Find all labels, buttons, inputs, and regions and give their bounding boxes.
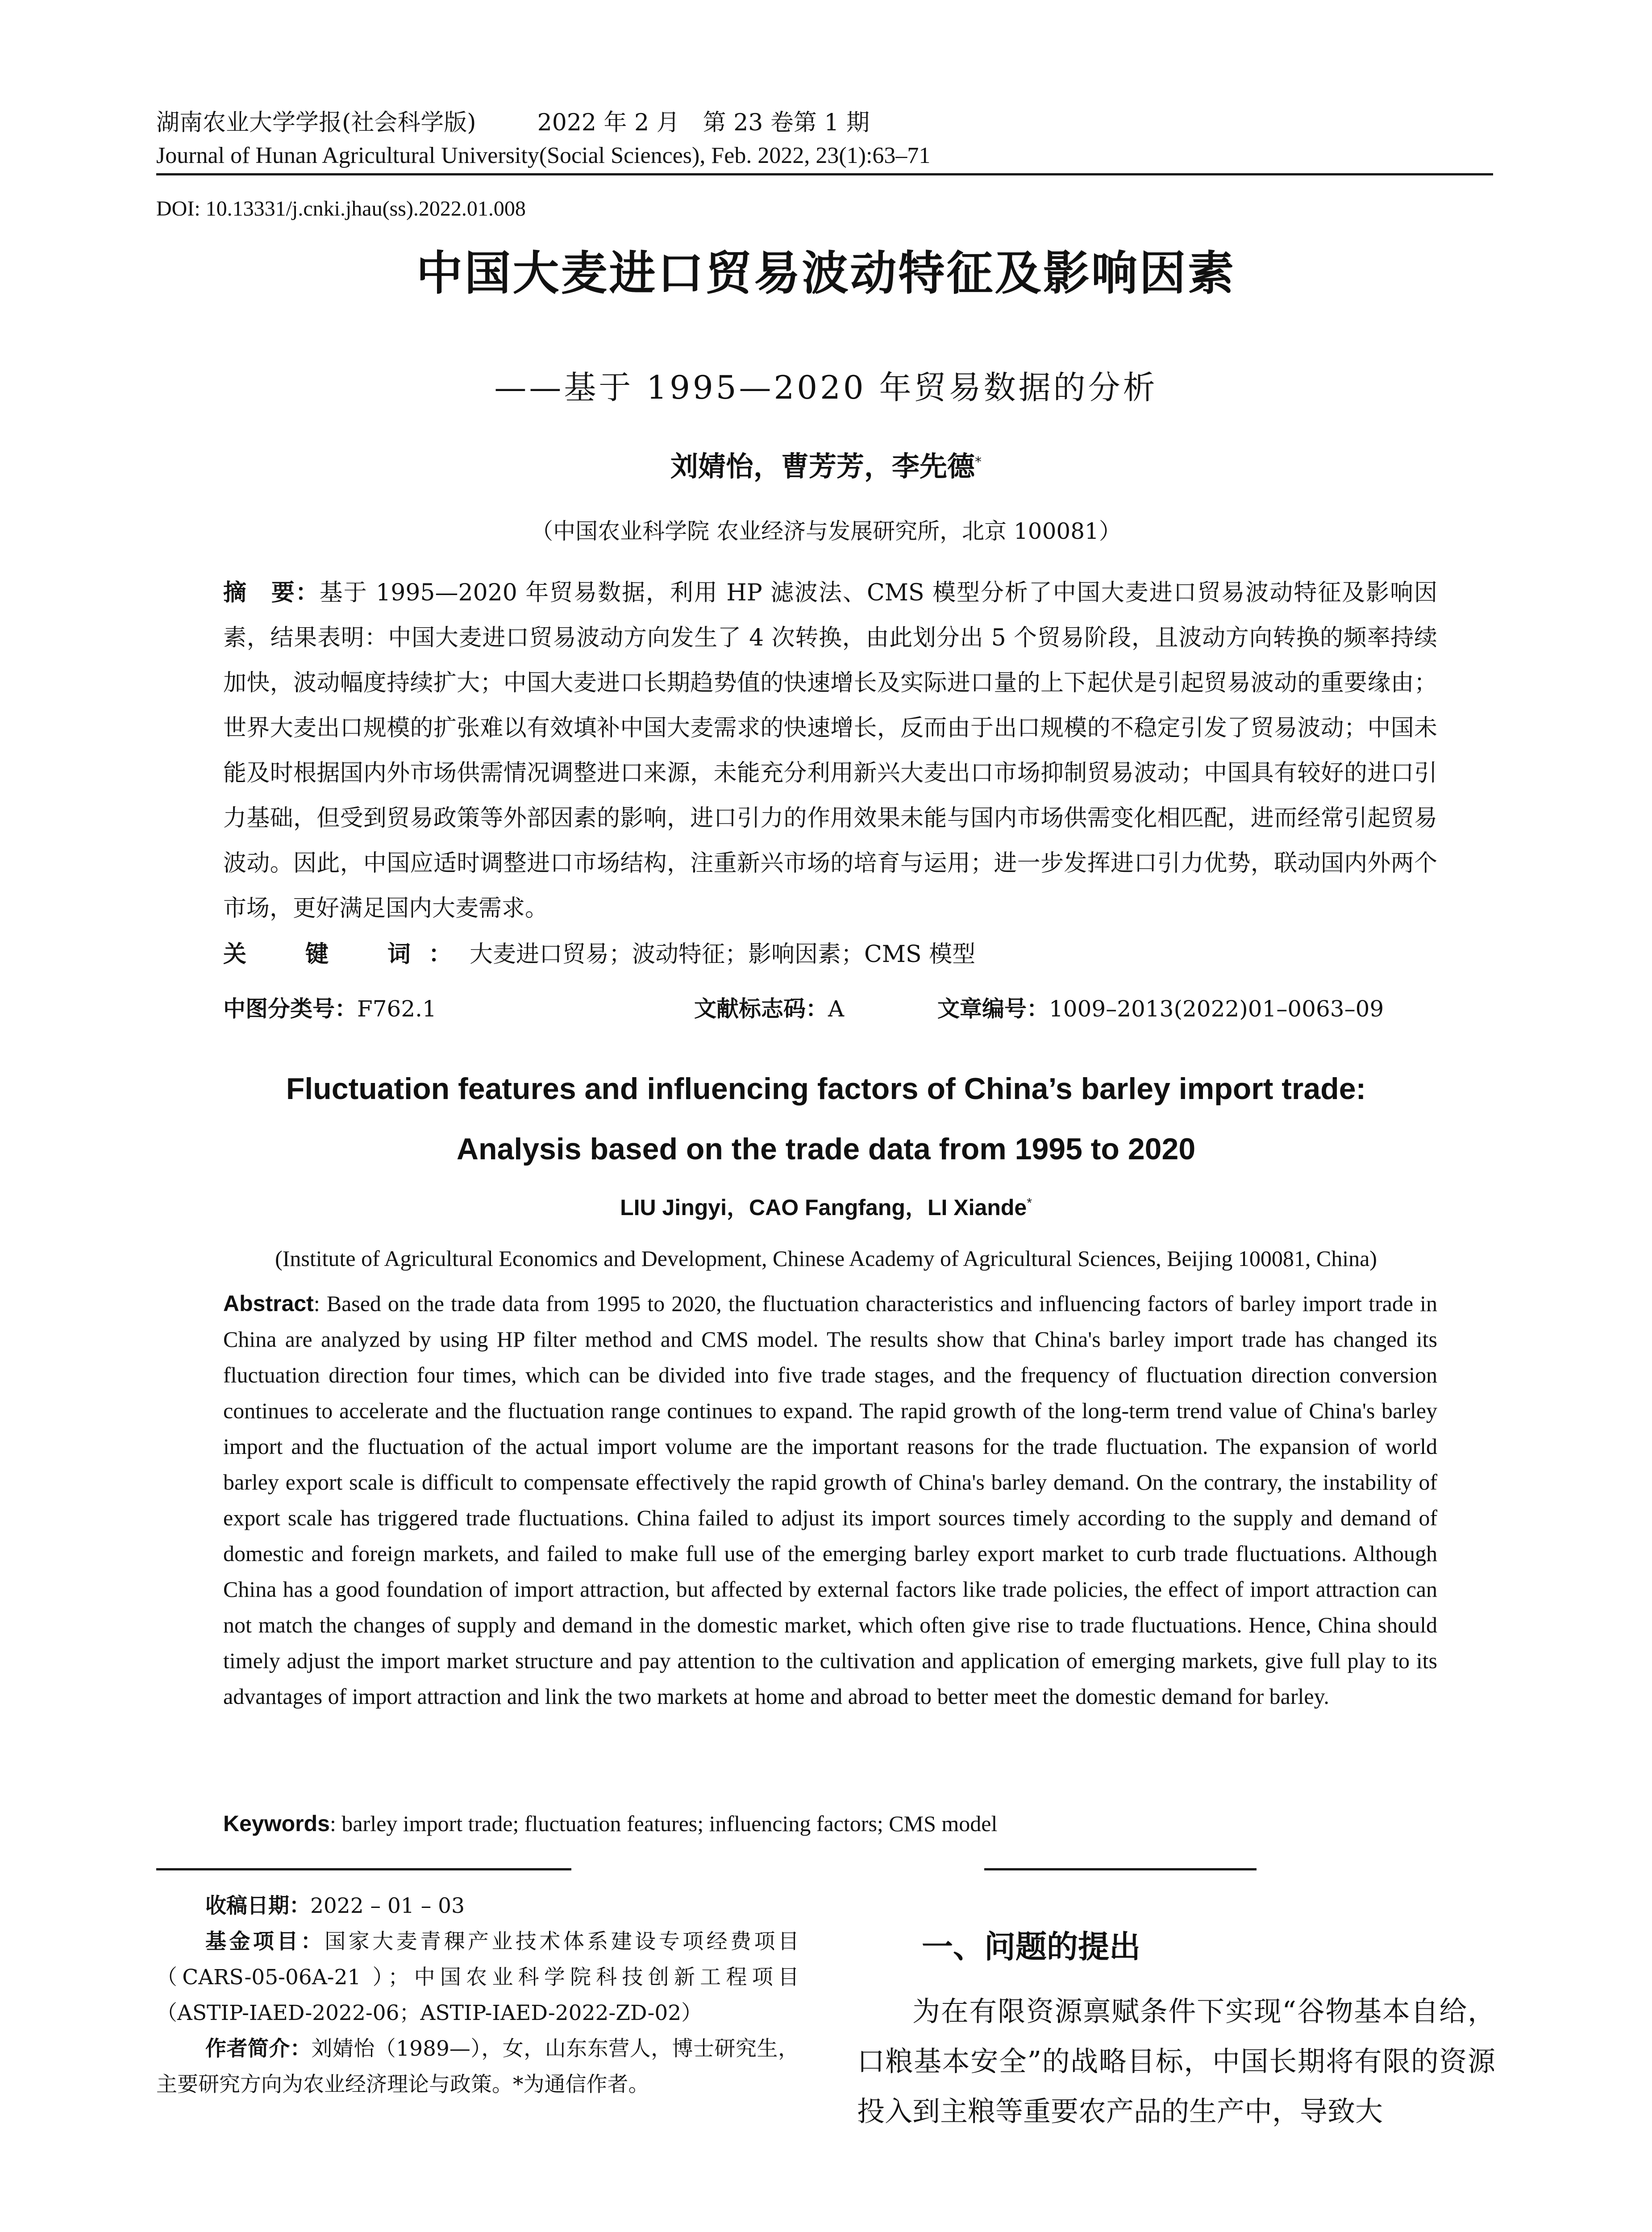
article-number-value: 1009–2013(2022)01–0063–09 [1049,996,1384,1022]
keywords-label-en: Keywords [223,1811,330,1836]
fund-label: 基金项目： [205,1929,325,1954]
fund-text: 国家大麦青稞产业技术体系建设专项经费项目（CARS-05-06A-21 ）；中国农业科学院科技创新工程项目（ASTIP-IAED-2022-06；ASTIP-IAED-2022-ZD-02） [156,1929,799,2025]
footnote-fund [156,1924,799,2031]
clc-label: 中图分类号： [223,996,357,1022]
running-header [156,106,1493,172]
article-title-en-line2: Analysis based on the trade data from 1995 to 2020 [456,1132,1196,1166]
authors-cn [0,444,1652,484]
footnote-author [156,2031,799,2103]
authors-en [0,1190,1652,1222]
abstract-label-cn: 摘 要： [223,579,320,606]
clc-number [223,991,437,1027]
section-heading: 一、问题的提出 [922,1928,1140,1965]
abstract-cn [223,570,1437,931]
author-bio-text: 刘婧怡（1989—），女，山东东营人，博士研究生，主要研究方向为农业经济理论与政策。*为通信作者。 [156,2036,799,2097]
author-names-cn: 刘婧怡，曹芳芳，李先德 [670,450,975,483]
article-subtitle-cn: ——基于 1995—2020 年贸易数据的分析 [494,369,1158,406]
document-code-label: 文献标志码： [694,996,828,1022]
keywords-text-en: : barley import trade; fluctuation features; influencing factors; CMS model [329,1811,998,1836]
keywords-cn [223,937,1437,972]
keywords-text-cn: 大麦进口贸易；波动特征；影响因素；CMS 模型 [470,941,976,968]
author-names-en: LIU Jingyi，CAO Fangfang，LI Xiande [620,1195,1027,1220]
keywords-en [223,1806,1437,1841]
column-rule [984,1868,1257,1870]
issue-info-cn: 2022 年 2 月 第 23 卷第 1 期 [537,109,870,136]
abstract-text-en: : Based on the trade data from 1995 to 2020, the fluctuation characteristics and influencing factors of barley import trade in China are analyzed by using HP filter method and CMS model. The results show that China's barley import trade has changed its fluctuation direction four times, which can be divided into five trade stages, and the frequency of fluctuation direction conversion continues to accelerate and the fluctuation range continues to expand. The rapid growth of the long-term trend value of China's barley import and the fluctuation of the actual import volume are the important reasons for the trade fluctuation. The expansion of world barley export scale is difficult to compensate effectively the rapid growth of China's barley demand. On the contrary, the instability of export scale has triggered trade fluctuations. China failed to adjust its import sources timely according to the supply and demand of domestic and foreign markets, and failed to make full use of the emerging barley export market to curb trade fluctuations. Although China has a good foundation of import attraction, but affected by external factors like trade policies, the effect of import attraction can not match the changes of supply and demand in the domestic market, which often give rise to trade fluctuations. Hence, China should timely adjust the import market structure and pay attention to the cultivation and application of emerging markets, give full play to its advantages of import attraction and link the two markets at home and abroad to better meet the domestic demand for barley. [223,1291,1437,1709]
abstract-label-en: Abstract [223,1291,314,1316]
article-title-en-line1: Fluctuation features and influencing factors of China’s barley import trade: [286,1072,1366,1106]
footnote-received [156,1888,799,1924]
clc-value: F762.1 [357,996,437,1022]
footnote-rule [156,1868,571,1870]
keywords-label-cn: 关 键 词： [223,941,470,968]
author-bio-label: 作者简介： [205,2036,312,2061]
journal-line-en: Journal of Hunan Agricultural University(Social Sciences), Feb. 2022, 23(1):63–71 [156,143,931,168]
footnotes [156,1888,799,2103]
received-date: 2022 – 01 – 03 [310,1894,465,1918]
article-title-cn: 中国大麦进口贸易波动特征及影响因素 [416,246,1236,300]
abstract-en [223,1286,1437,1714]
doi: DOI: 10.13331/j.cnki.jhau(ss).2022.01.008 [156,197,526,221]
affiliation-en: (Institute of Agricultural Economics and Development, Chinese Academy of Agricultural Sciences, Beijing 100081, China) [275,1246,1377,1271]
document-code [694,991,844,1027]
corresponding-mark-en: * [1027,1195,1032,1211]
body-paragraph: 为在有限资源禀赋条件下实现“谷物基本自给，口粮基本安全”的战略目标，中国长期将有限的资源投入到主粮等重要农产品的生产中，导致大 [857,1995,1495,2128]
article-number-label: 文章编号： [937,996,1049,1022]
affiliation-cn: （中国农业科学院 农业经济与发展研究所，北京 100081） [531,518,1121,544]
article-number [937,991,1384,1027]
received-label: 收稿日期： [205,1894,310,1918]
document-code-value: A [828,996,845,1022]
corresponding-mark: * [975,454,982,470]
header-rule [156,173,1493,175]
journal-name-cn: 湖南农业大学学报(社会科学版) [156,109,476,136]
abstract-text-cn: 基于 1995—2020 年贸易数据，利用 HP 滤波法、CMS 模型分析了中国大麦进口贸易波动特征及影响因素，结果表明：中国大麦进口贸易波动方向发生了 4 次转换，由此划分出 5 个贸易阶段，且波动方向转换的频率持续加快，波动幅度持续扩大；中国大麦进口长期趋势值的快速增长及实际进口量的上下起伏是引起贸易波动的重要缘由；世界大麦出口规模的扩张难以有效填补中国大麦需求的快速增长，反而由于出口规模的不稳定引发了贸易波动；中国未能及时根据国内外市场供需情况调整进口来源，未能充分利用新兴大麦出口市场抑制贸易波动；中国具有较好的进口引力基础，但受到贸易政策等外部因素的影响，进口引力的作用效果未能与国内市场供需变化相匹配，进而经常引起贸易波动。因此，中国应适时调整进口市场结构，注重新兴市场的培育与运用；进一步发挥进口引力优势，联动国内外两个市场，更好满足国内大麦需求。 [223,579,1437,922]
journal-line-cn [156,106,1493,139]
